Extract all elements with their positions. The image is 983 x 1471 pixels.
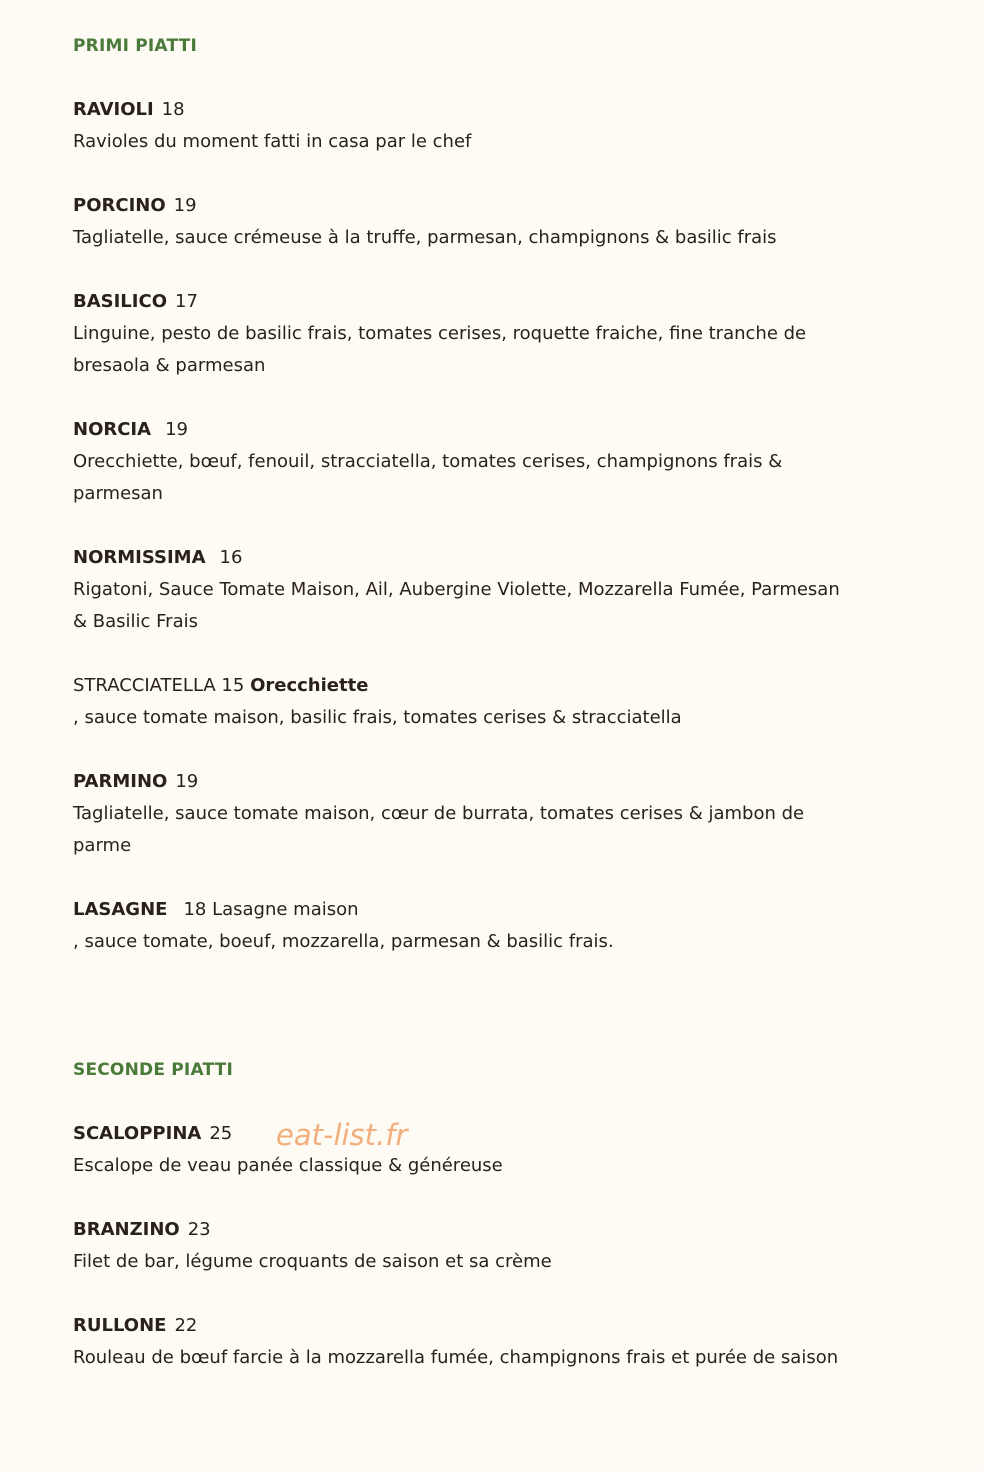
item-name: STRACCIATELLA 15 <box>73 675 245 696</box>
item-price: 19 <box>175 771 199 792</box>
item-description: Escalope de veau panée classique & généreuse <box>73 1155 503 1176</box>
item-price: 25 <box>209 1123 233 1144</box>
menu-item-normissima <box>73 542 853 638</box>
item-name: NORMISSIMA <box>73 547 206 568</box>
section-title-seconde: SECONDE PIATTI <box>73 1060 233 1080</box>
item-price: 22 <box>174 1315 198 1336</box>
item-price: 19 <box>165 419 188 440</box>
item-name: NORCIA <box>73 419 152 440</box>
menu-item-porcino <box>73 190 853 254</box>
menu-item-stracciatella <box>73 670 853 734</box>
menu-item-parmino <box>73 766 853 862</box>
item-description: Tagliatelle, sauce tomate maison, cœur de burrata, tomates cerises & jambon de parme <box>73 803 805 856</box>
item-price: 16 <box>219 547 243 568</box>
item-name: RAVIOLI <box>73 99 154 120</box>
menu-item-lasagne <box>73 894 853 958</box>
section-title-primi: PRIMI PIATTI <box>73 36 197 56</box>
item-price: 23 <box>187 1219 211 1240</box>
item-description: Orecchiette, bœuf, fenouil, stracciatella, tomates cerises, champignons frais & parmesan <box>73 451 783 504</box>
item-description: Ravioles du moment fatti in casa par le chef <box>73 131 472 152</box>
item-price: 17 <box>175 291 198 312</box>
item-price: 18 Lasagne maison <box>183 899 359 920</box>
item-name: PARMINO <box>73 771 168 792</box>
menu-item-branzino <box>73 1214 853 1278</box>
item-description: Rigatoni, Sauce Tomate Maison, Ail, Aubergine Violette, Mozzarella Fumée, Parmesan & Basilic Frais <box>73 579 840 632</box>
item-name: PORCINO <box>73 195 166 216</box>
menu-item-scaloppina <box>73 1118 853 1182</box>
item-name: LASAGNE <box>73 899 168 920</box>
item-subtitle: Orecchiette <box>250 675 369 696</box>
item-name: RULLONE <box>73 1315 167 1336</box>
item-description: Linguine, pesto de basilic frais, tomates cerises, roquette fraiche, fine tranche de bresaola & parmesan <box>73 323 807 376</box>
item-name: BRANZINO <box>73 1219 180 1240</box>
item-name: BASILICO <box>73 291 167 312</box>
watermark: eat-list.fr <box>276 1118 408 1152</box>
item-description: Filet de bar, légume croquants de saison et sa crème <box>73 1251 552 1272</box>
menu-item-basilico <box>73 286 853 382</box>
menu-item-rullone <box>73 1310 853 1374</box>
item-description: , sauce tomate maison, basilic frais, tomates cerises & stracciatella <box>73 707 682 728</box>
item-name: SCALOPPINA <box>73 1123 202 1144</box>
item-description: Tagliatelle, sauce crémeuse à la truffe, parmesan, champignons & basilic frais <box>73 227 777 248</box>
menu-item-ravioli <box>73 94 853 158</box>
item-description: , sauce tomate, boeuf, mozzarella, parmesan & basilic frais. <box>73 931 614 952</box>
item-price: 18 <box>161 99 185 120</box>
menu-item-norcia <box>73 414 853 510</box>
item-price: 19 <box>173 195 197 216</box>
item-description: Rouleau de bœuf farcie à la mozzarella fumée, champignons frais et purée de saison <box>73 1347 839 1368</box>
